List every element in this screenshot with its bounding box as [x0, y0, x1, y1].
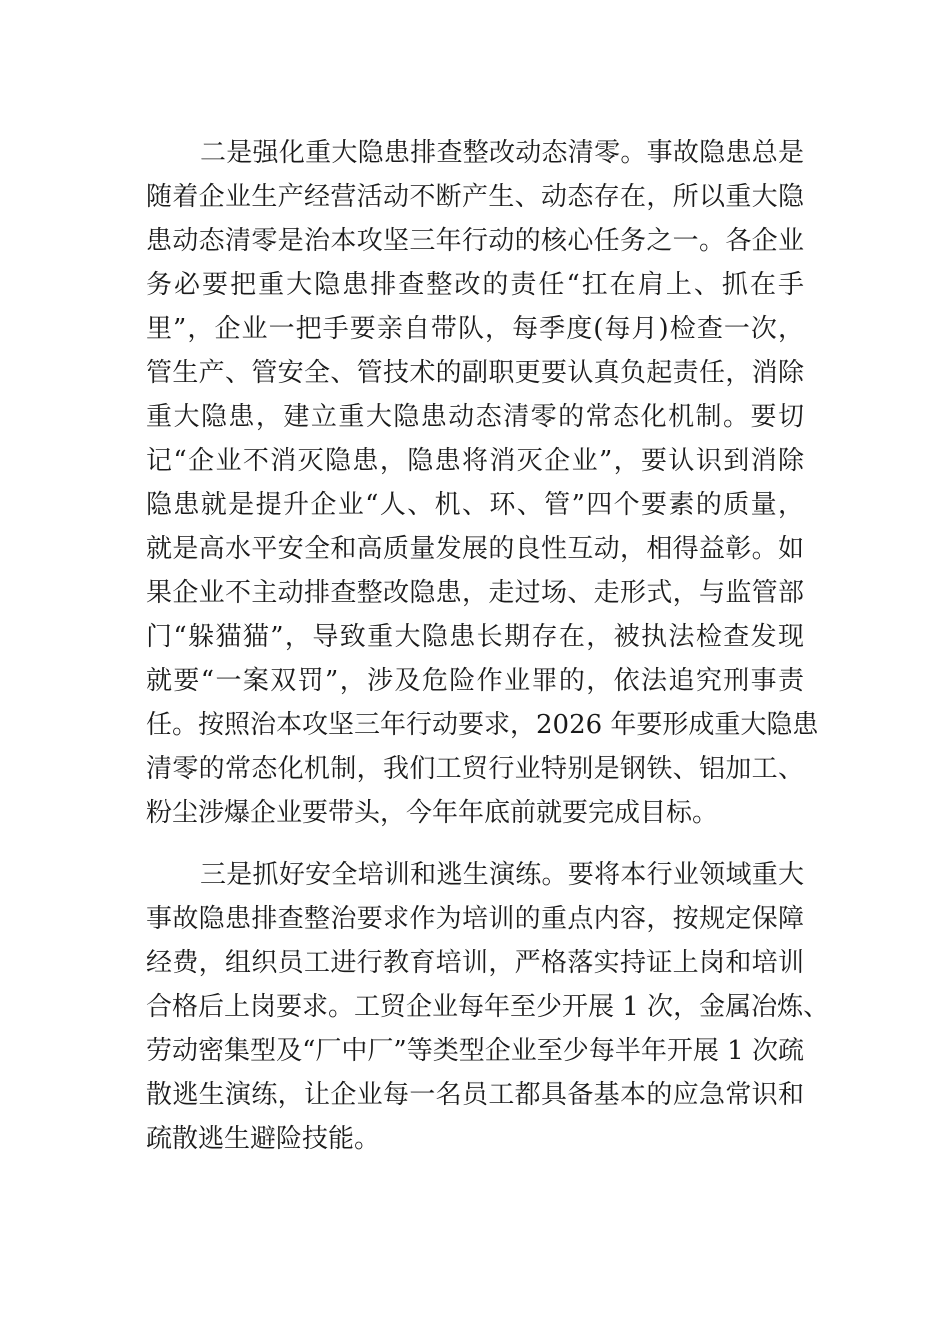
paragraph-line: 就是高水平安全和高质量发展的良性互动，相得益彰。如 [146, 534, 804, 564]
paragraph-line: 务必要把重大隐患排查整改的责任“扛在肩上、抓在手 [146, 270, 804, 300]
paragraph-line: 就要“一案双罚”，涉及危险作业罪的，依法追究刑事责 [146, 666, 804, 696]
paragraph-line: 患动态清零是治本攻坚三年行动的核心任务之一。各企业 [146, 226, 804, 256]
paragraph-line: 管生产、管安全、管技术的副职更要认真负起责任，消除 [146, 358, 804, 388]
paragraph-line: 里”，企业一把手要亲自带队，每季度(每月)检查一次， [146, 314, 804, 344]
paragraph-line: 果企业不主动排查整改隐患，走过场、走形式，与监管部 [146, 578, 804, 608]
paragraph-line: 门“躲猫猫”，导致重大隐患长期存在，被执法检查发现 [146, 622, 804, 652]
paragraph-line: 记“企业不消灭隐患，隐患将消灭企业”，要认识到消除 [146, 446, 804, 476]
paragraph-line: 随着企业生产经营活动不断产生、动态存在，所以重大隐 [146, 182, 804, 212]
paragraph-line: 劳动密集型及“厂中厂”等类型企业至少每半年开展 1 次疏 [146, 1036, 804, 1066]
paragraph-line: 清零的常态化机制，我们工贸行业特别是钢铁、铝加工、 [146, 754, 804, 784]
paragraph-line: 经费，组织员工进行教育培训，严格落实持证上岗和培训 [146, 948, 804, 978]
paragraph-line: 隐患就是提升企业“人、机、环、管”四个要素的质量， [146, 490, 804, 520]
paragraph-line: 散逃生演练，让企业每一名员工都具备基本的应急常识和 [146, 1080, 804, 1110]
paragraph-line: 疏散逃生避险技能。 [146, 1124, 381, 1154]
paragraph-line: 重大隐患，建立重大隐患动态清零的常态化机制。要切 [146, 402, 804, 432]
paragraph-line: 事故隐患排查整治要求作为培训的重点内容，按规定保障 [146, 904, 804, 934]
paragraph-line: 任。按照治本攻坚三年行动要求，2026 年要形成重大隐患 [146, 710, 819, 740]
paragraph-line: 二是强化重大隐患排查整改动态清零。事故隐患总是 [200, 138, 804, 168]
paragraph-line: 合格后上岗要求。工贸企业每年至少开展 1 次，金属冶炼、 [146, 992, 830, 1022]
paragraph-line: 三是抓好安全培训和逃生演练。要将本行业领域重大 [200, 860, 804, 890]
paragraph-line: 粉尘涉爆企业要带头，今年年底前就要完成目标。 [146, 798, 719, 828]
